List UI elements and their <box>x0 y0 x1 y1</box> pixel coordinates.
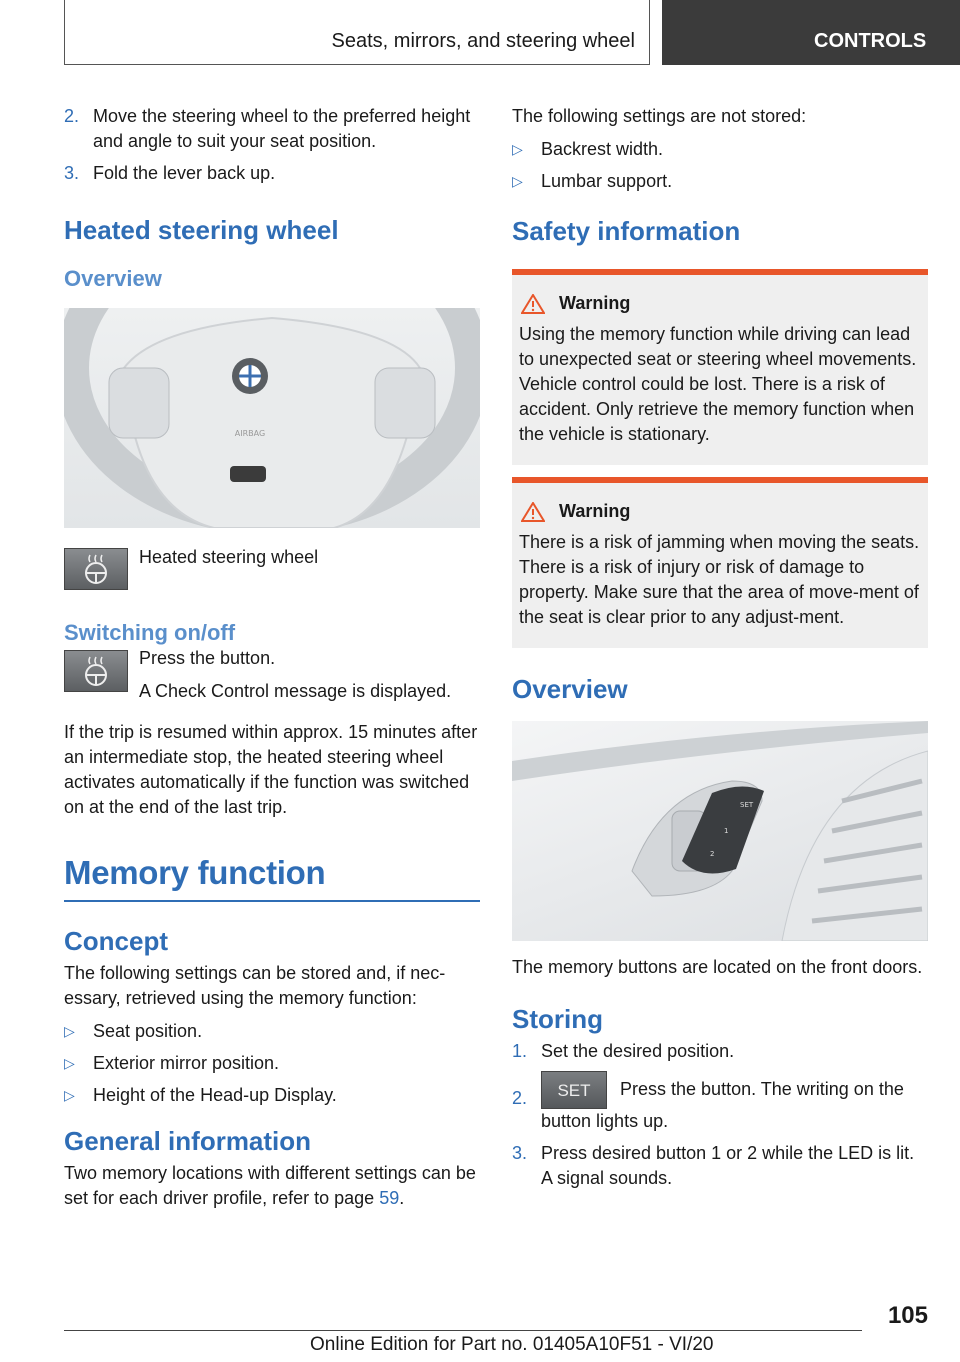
storing-list <box>512 1039 928 1191</box>
list-item: 3. Press desired button 1 or 2 while the LED is lit. A signal sounds. <box>512 1143 915 1188</box>
header-section-title: Seats, mirrors, and steering wheel <box>331 30 635 52</box>
general-heading: General information <box>64 1126 312 1156</box>
heated-wheel-icon <box>64 548 128 590</box>
general-paragraph: Two memory locations with different settings can be set for each driver profile, refer to page 59. <box>64 1163 476 1208</box>
list-item: 1. Set the desired position. <box>512 1041 735 1061</box>
door-memory-image <box>512 721 928 941</box>
warning-triangle-icon <box>521 502 545 522</box>
warning-text: Using the memory function while driving can lead to unexpected seat or steering wheel movements. Vehicle control could be lost. There is a risk of accident. Only retrieve the memory function when the vehicle is stationary. <box>519 324 917 444</box>
concept-list <box>64 1019 480 1108</box>
heated-wheel-heading: Heated steering wheel <box>64 215 339 245</box>
switch-instructions <box>64 650 480 704</box>
heated-wheel-button-icon <box>64 650 128 692</box>
list-item: 2. Move the steering wheel to the preferred height and angle to suit your seat position. <box>64 106 471 151</box>
memory-heading: Memory function <box>64 854 480 902</box>
warning-title: Warning <box>559 293 922 314</box>
warning-box <box>512 477 928 648</box>
list-item: 3. Fold the lever back up. <box>64 163 276 183</box>
svg-text:1: 1 <box>724 827 729 835</box>
set-button-icon: SET <box>541 1071 607 1109</box>
overview-heading: Overview <box>64 266 162 291</box>
footer-divider <box>64 1330 862 1331</box>
steering-wheel-image <box>64 308 480 528</box>
warning-triangle-icon <box>521 294 545 314</box>
press-button-text: Press the button. <box>139 648 276 668</box>
svg-text:2: 2 <box>710 850 715 858</box>
header-chapter <box>662 0 960 65</box>
icon-caption: Heated steering wheel <box>139 547 319 567</box>
overview-heading-right: Overview <box>512 674 628 704</box>
door-caption: The memory buttons are located on the front doors. <box>512 957 923 977</box>
right-column <box>512 104 928 1198</box>
warning-box <box>512 269 928 465</box>
list-item: ▷ Exterior mirror position. <box>64 1053 280 1073</box>
not-stored-list <box>512 137 928 194</box>
warning-text: There is a risk of jamming when moving the seats. There is a risk of injury or risk of damage to property. Make sure that the area of move‐ment of the seat is clear prior to any adjust‐ment. <box>519 532 920 627</box>
page-link[interactable]: 59 <box>379 1188 400 1208</box>
concept-heading: Concept <box>64 926 168 956</box>
svg-text:AIRBAG: AIRBAG <box>234 429 266 438</box>
header-chapter-title: CONTROLS <box>814 30 927 52</box>
warning-title: Warning <box>559 501 922 522</box>
header-section <box>64 0 650 65</box>
safety-heading: Safety information <box>512 216 741 246</box>
not-stored-text: The following settings are not stored: <box>512 106 807 126</box>
check-control-text: A Check Control message is displayed. <box>139 681 452 701</box>
icon-legend <box>64 548 480 590</box>
trip-paragraph: If the trip is resumed within approx. 15 minutes after an intermediate stop, the heated steering wheel activates automatically if the function was switched on at the end of the last trip. <box>64 722 478 817</box>
page-number: 105 <box>887 1302 928 1329</box>
footer-edition: Online Edition for Part no. 01405A10F51 - VI/20 <box>310 1334 714 1355</box>
switch-heading: Switching on/off <box>64 620 236 645</box>
svg-text:SET: SET <box>740 801 754 809</box>
list-item: ▷ Seat position. <box>64 1021 203 1041</box>
list-item: ▷ Height of the Head-up Display. <box>64 1085 337 1105</box>
left-column <box>64 104 480 1211</box>
list-item: ▷ Lumbar support. <box>512 171 673 191</box>
concept-paragraph: The following settings can be stored and, if nec‐essary, retrieved using the memory function: <box>64 963 446 1008</box>
list-item: 2. SET Press the button. The writing on the button lights up. <box>512 1071 928 1134</box>
list-item: ▷ Backrest width. <box>512 139 664 159</box>
storing-heading: Storing <box>512 1004 603 1034</box>
